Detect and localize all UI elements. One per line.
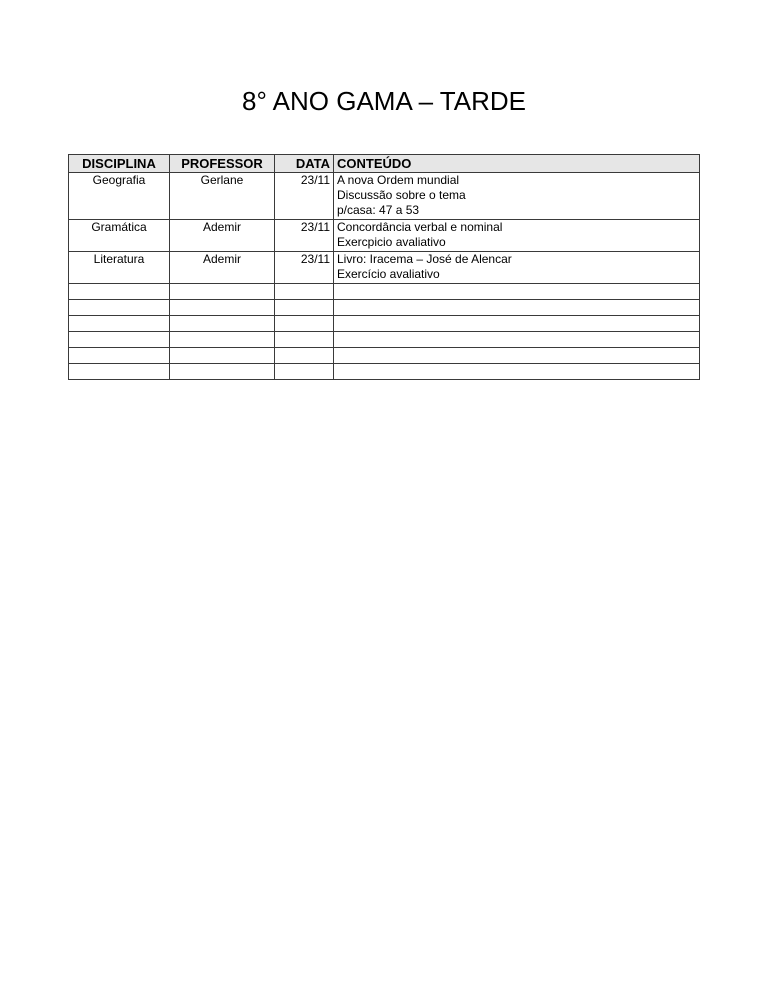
conteudo-line: Concordância verbal e nominal bbox=[337, 220, 503, 234]
empty-table-row bbox=[69, 316, 700, 332]
empty-table-row bbox=[69, 300, 700, 316]
conteudo-line: Exercpicio avaliativo bbox=[337, 235, 446, 249]
header-data: DATA bbox=[275, 155, 334, 173]
empty-cell bbox=[275, 300, 334, 316]
conteudo-line: Livro: Iracema – José de Alencar bbox=[337, 252, 512, 266]
empty-cell bbox=[334, 364, 700, 380]
cell-conteudo bbox=[334, 173, 700, 220]
cell-professor: Ademir bbox=[170, 220, 275, 252]
table-row bbox=[69, 220, 700, 252]
cell-data: 23/11 bbox=[275, 173, 334, 220]
empty-cell bbox=[275, 332, 334, 348]
table-header-row bbox=[69, 155, 700, 173]
table-row bbox=[69, 173, 700, 220]
conteudo-line: Discussão sobre o tema bbox=[337, 188, 466, 202]
cell-conteudo bbox=[334, 252, 700, 284]
empty-table-row bbox=[69, 332, 700, 348]
empty-rows-group bbox=[69, 284, 700, 380]
empty-cell bbox=[170, 284, 275, 300]
empty-cell bbox=[275, 284, 334, 300]
empty-cell bbox=[69, 284, 170, 300]
empty-table-row bbox=[69, 348, 700, 364]
empty-cell bbox=[69, 316, 170, 332]
header-professor: PROFESSOR bbox=[170, 155, 275, 173]
empty-cell bbox=[275, 364, 334, 380]
conteudo-line: p/casa: 47 a 53 bbox=[337, 203, 420, 217]
empty-cell bbox=[334, 300, 700, 316]
empty-table-row bbox=[69, 284, 700, 300]
empty-cell bbox=[69, 332, 170, 348]
cell-disciplina: Literatura bbox=[69, 252, 170, 284]
header-disciplina: DISCIPLINA bbox=[69, 155, 170, 173]
cell-data: 23/11 bbox=[275, 220, 334, 252]
empty-cell bbox=[334, 348, 700, 364]
empty-table-row bbox=[69, 364, 700, 380]
empty-cell bbox=[69, 364, 170, 380]
page-title: 8° ANO GAMA – TARDE bbox=[242, 86, 526, 116]
table-row bbox=[69, 252, 700, 284]
cell-disciplina: Gramática bbox=[69, 220, 170, 252]
conteudo-line: A nova Ordem mundial bbox=[337, 173, 460, 187]
empty-cell bbox=[69, 348, 170, 364]
empty-cell bbox=[170, 348, 275, 364]
empty-cell bbox=[170, 332, 275, 348]
schedule-table bbox=[68, 154, 700, 380]
cell-data: 23/11 bbox=[275, 252, 334, 284]
empty-cell bbox=[334, 332, 700, 348]
empty-cell bbox=[275, 348, 334, 364]
cell-professor: Ademir bbox=[170, 252, 275, 284]
empty-cell bbox=[170, 300, 275, 316]
empty-cell bbox=[69, 300, 170, 316]
empty-cell bbox=[334, 284, 700, 300]
empty-cell bbox=[170, 316, 275, 332]
empty-cell bbox=[170, 364, 275, 380]
empty-cell bbox=[275, 316, 334, 332]
conteudo-line: Exercício avaliativo bbox=[337, 267, 440, 281]
header-conteudo: CONTEÚDO bbox=[334, 155, 700, 173]
cell-disciplina: Geografia bbox=[69, 173, 170, 220]
cell-conteudo bbox=[334, 220, 700, 252]
empty-cell bbox=[334, 316, 700, 332]
cell-professor: Gerlane bbox=[170, 173, 275, 220]
